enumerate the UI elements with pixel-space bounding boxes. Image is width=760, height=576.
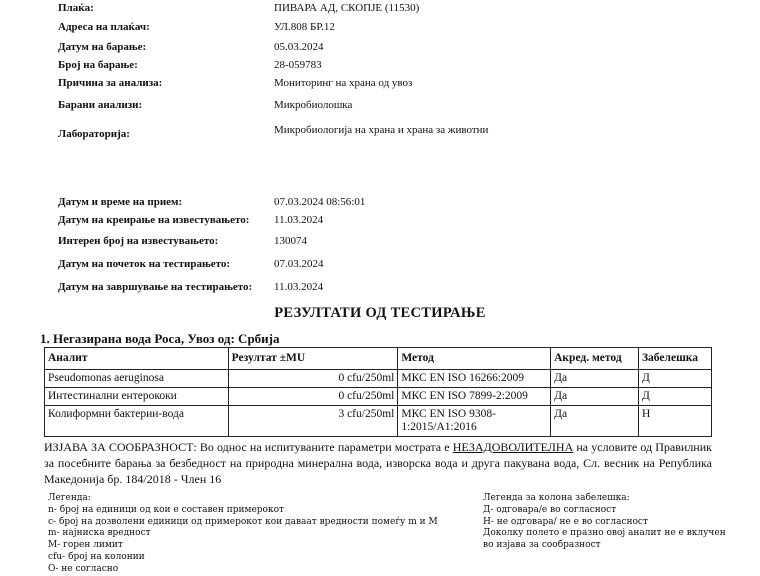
cell-note: Д [638, 370, 711, 388]
legend-line: Н- не одговара/ не е во согласност [483, 516, 648, 527]
table-row [45, 406, 712, 437]
cell-note: Д [638, 388, 711, 406]
column-header-note: Забелешка [638, 348, 711, 370]
info-label: Број на барање: [58, 59, 138, 71]
table-row [45, 370, 712, 388]
info-label: Интерен број на известувањето: [58, 235, 219, 247]
cell-accredited: Да [551, 406, 639, 437]
info-value: 07.03.2024 08:56:01 [274, 196, 366, 208]
cell-method: МКС EN ISO 16266:2009 [398, 370, 551, 388]
cell-accredited: Да [551, 388, 639, 406]
info-label: Датум на почеток на тестирањето: [58, 258, 231, 270]
cell-result: 0 cfu/250ml [228, 370, 398, 388]
results-table [44, 347, 712, 437]
column-header-method: Метод [398, 348, 551, 370]
info-label: Причина за анализа: [58, 77, 163, 89]
info-value: Микробиологија на храна и храна за животни [274, 124, 489, 136]
info-label: Адреса на плаќач: [58, 21, 150, 33]
cell-analyte: Интестинални ентерококи [45, 388, 229, 406]
info-value: ПИВАРА АД, СКОПЈЕ (11530) [274, 2, 420, 14]
info-value: 05.03.2024 [274, 41, 324, 53]
legend-line: Доколку полето е празно овој аналит не е вклучен [483, 528, 726, 539]
sample-section-heading: 1. Негазирана вода Роса, Увоз од: Србија [40, 331, 280, 346]
legend-line: c- број на дозволени единици од примерокот кои даваат вредности помеѓу m и M [48, 516, 438, 527]
legend-right [483, 493, 726, 552]
cell-analyte: Pseudomonas aeruginosa [45, 370, 229, 388]
conformity-status: НЕЗАДОВОЛИТЕЛНА [452, 440, 574, 454]
conformity-statement-suffix: на условите од Правилник за посебните барања за безбедност на природна минерална вода, изворска вода и друга пакувана вода, Сл. весник на Република Македонија бр. 184/2018 - Член 16 [44, 440, 712, 486]
cell-result: 0 cfu/250ml [228, 388, 398, 406]
legend-line: Д- одговара/е во согласност [483, 504, 617, 515]
cell-method: МКС EN ISO 7899-2:2009 [398, 388, 551, 406]
legend-line: m- најниска вредност [48, 528, 151, 539]
info-value: УЛ.808 БР.12 [274, 21, 335, 33]
cell-analyte: Колиформни бактерии-вода [45, 406, 229, 437]
legend-line: Легенда за колона забелешка: [483, 493, 630, 503]
info-label: Барани анализи: [58, 99, 143, 111]
info-value: 11.03.2024 [274, 214, 324, 226]
cell-accredited: Да [551, 370, 639, 388]
info-label: Датум на креирање на известувањето: [58, 214, 250, 226]
info-label: Датум и време на прием: [58, 196, 183, 208]
info-value: 07.03.2024 [274, 258, 324, 270]
legend-line: n- број на единици од кои е составен примерокот [48, 504, 284, 515]
cell-note: Н [638, 406, 711, 437]
info-label: Плаќа: [58, 2, 94, 14]
info-value: 130074 [274, 235, 307, 247]
legend-line: во изјава за сообразност [483, 540, 601, 551]
conformity-statement [44, 439, 712, 487]
legend-line: M- горен лимит [48, 540, 123, 551]
cell-result: 3 cfu/250ml [228, 406, 398, 437]
conformity-statement-prefix: ИЗЈАВА ЗА СООБРАЗНОСТ: Во однос на испитуваните параметри мострата е [44, 440, 453, 454]
legend-line: О- не согласно [48, 563, 119, 574]
column-header-result: Резултат ±MU [228, 348, 398, 370]
table-header-row [45, 348, 712, 370]
column-header-analyte: Аналит [45, 348, 229, 370]
results-title: РЕЗУЛТАТИ ОД ТЕСТИРАЊЕ [274, 305, 486, 321]
info-value: Мониторинг на храна од увоз [274, 77, 413, 89]
cell-method: МКС EN ISO 9308-1:2015/A1:2016 [398, 406, 551, 437]
legend-line: Легенда: [48, 493, 91, 503]
info-value: 28-059783 [274, 59, 322, 71]
column-header-accredited: Акред. метод [551, 348, 639, 370]
info-label: Лабораторија: [58, 128, 130, 140]
legend-line: cfu- број на колонии [48, 551, 145, 562]
legend-left [48, 493, 438, 576]
info-label: Датум на завршување на тестирањето: [58, 281, 253, 293]
info-value: Микробиолошка [274, 99, 353, 111]
info-value: 11.03.2024 [274, 281, 324, 293]
table-row [45, 388, 712, 406]
info-label: Датум на барање: [58, 41, 147, 53]
